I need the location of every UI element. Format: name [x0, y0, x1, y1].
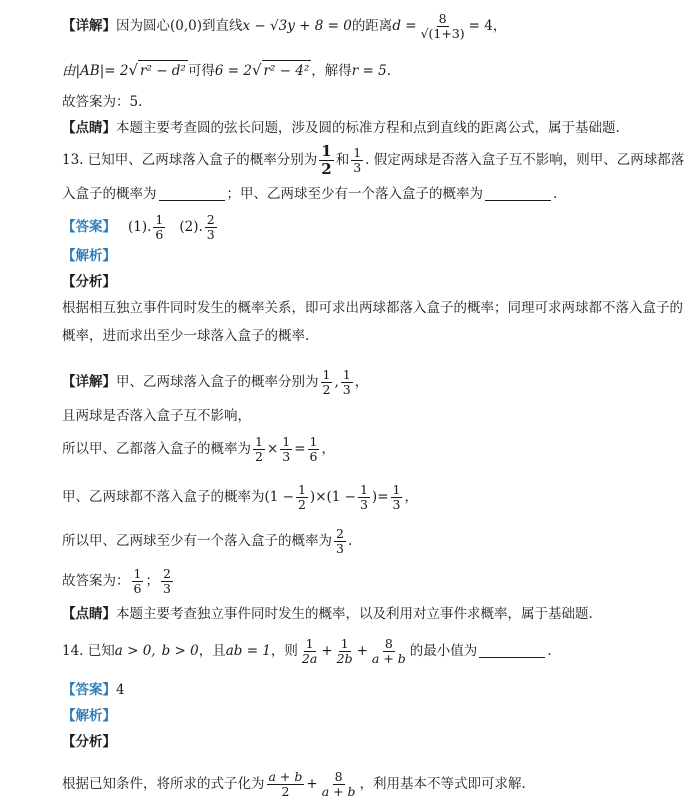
- text: 因为圆心: [116, 18, 170, 34]
- fraction: [253, 435, 265, 464]
- text: .: [347, 533, 353, 549]
- reasoning-tag: 【分析】: [62, 274, 116, 290]
- answer-blank: [159, 188, 225, 201]
- detail-line-probabilities: [62, 366, 368, 398]
- text: ，利用基本不等式即可求解.: [359, 776, 526, 792]
- text: (1 −: [264, 489, 294, 505]
- detail-line-at-least-one: [62, 524, 352, 558]
- answer-blank: [485, 188, 551, 201]
- analysis-tag: 【解析】: [62, 708, 116, 724]
- fraction: [370, 637, 408, 666]
- analysis-tag-line: [62, 246, 116, 266]
- text: +: [306, 776, 318, 792]
- denominator: 6: [309, 448, 318, 464]
- math-ab: 由|AB|= 2: [62, 62, 129, 79]
- math-condition: a > 0,: [114, 643, 156, 659]
- numerator: 1: [321, 141, 332, 160]
- answer-tag: 【答案】: [62, 682, 116, 698]
- text: . 假定两球是否落入盒子互不影响，则甲、乙两球都落: [365, 152, 685, 168]
- fraction: [132, 567, 144, 596]
- text: 的最小值为: [409, 643, 478, 659]
- answer-line: 故答案为：5.: [62, 94, 143, 110]
- fraction: [300, 637, 319, 666]
- text: 的距离: [351, 18, 393, 34]
- denominator: 3: [359, 496, 368, 512]
- text: 所以甲、乙都落入盒子的概率为: [62, 441, 251, 457]
- denominator: 2: [255, 448, 263, 464]
- denominator: 2: [321, 159, 332, 178]
- denominator: a + b: [321, 783, 356, 799]
- answer-14-line: [62, 680, 125, 700]
- numerator: 1: [359, 481, 368, 497]
- numerator: 1: [255, 433, 263, 449]
- fraction: [320, 770, 358, 799]
- analysis-tag-line-2: [62, 706, 116, 726]
- fraction-distance: [419, 12, 467, 41]
- text: ，: [404, 489, 418, 505]
- numerator: 1: [353, 144, 362, 160]
- question-13-line-1: [62, 141, 685, 178]
- radicand: r² − 4²: [262, 60, 312, 81]
- numerator: 2: [162, 565, 171, 581]
- reasoning-tag-line: [62, 272, 116, 292]
- reasoning-line-14: [62, 766, 526, 802]
- text: (1).: [128, 219, 152, 235]
- math-line-equation: x − √3y + 8 = 0: [242, 18, 352, 34]
- radicand: r² − d²: [138, 60, 188, 81]
- text: = 4，: [468, 18, 507, 34]
- denominator: 6: [155, 226, 164, 242]
- denominator: 2a: [301, 650, 318, 666]
- reasoning-line-2: 概率，进而求出至少一球落入盒子的概率.: [62, 328, 310, 344]
- text: ；: [145, 573, 159, 589]
- denominator: 3: [392, 496, 401, 512]
- text: )×(1 −: [309, 489, 356, 505]
- math-point: (0,0): [170, 18, 203, 34]
- numerator: a + b: [268, 768, 303, 784]
- text: 14. 已知: [62, 643, 115, 659]
- fraction: [296, 483, 308, 512]
- numerator: 1: [340, 635, 349, 651]
- denominator: 3: [336, 540, 344, 556]
- text: 根据已知条件，将所求的式子化为: [62, 776, 265, 792]
- text: )=: [371, 489, 389, 505]
- numerator: 1: [309, 433, 318, 449]
- numerator: 1: [155, 211, 164, 227]
- text: ×: [266, 441, 279, 457]
- text: ，解得: [311, 62, 352, 79]
- sqrt-expression: √ r² − d²: [128, 61, 186, 79]
- numerator: 2: [206, 211, 215, 227]
- math-6: 6 = 2: [214, 62, 252, 79]
- comment-line-2: [62, 604, 593, 624]
- text: ，: [354, 374, 369, 390]
- text: 到直线: [202, 18, 243, 34]
- reasoning-tag: 【分析】: [62, 734, 116, 750]
- text: 可得: [187, 62, 215, 79]
- numerator: 8: [384, 635, 393, 651]
- text: 所以甲、乙两球至少有一个落入盒子的概率为: [62, 533, 332, 549]
- question-13-line-2: [62, 184, 557, 204]
- fraction: [161, 567, 173, 596]
- fraction: [334, 527, 346, 556]
- numerator: 1: [297, 481, 306, 497]
- numerator: 2: [336, 525, 344, 541]
- math-condition: ab = 1: [225, 643, 271, 659]
- denominator: 3: [282, 448, 291, 464]
- text: .: [547, 643, 552, 659]
- text: .: [386, 62, 391, 79]
- fraction: [267, 770, 305, 799]
- fraction-third: [351, 146, 363, 175]
- text: 入盒子的概率为: [62, 186, 157, 202]
- comment-tag: 【点睛】: [62, 120, 116, 136]
- fraction: [335, 637, 355, 666]
- denominator: 3: [206, 226, 215, 242]
- answer-tag: 【答案】: [62, 219, 116, 235]
- fraction: [205, 213, 217, 242]
- analysis-tag: 【解析】: [62, 248, 116, 264]
- math-d: d =: [392, 18, 417, 34]
- text: .: [553, 186, 558, 202]
- text: ，: [321, 441, 335, 457]
- sqrt-expression: √ r² − 4²: [251, 61, 310, 79]
- denominator: 2: [297, 496, 306, 512]
- fraction: [391, 483, 403, 512]
- numerator: 1: [342, 366, 351, 382]
- fraction: [341, 368, 353, 397]
- denominator: 2: [322, 381, 331, 397]
- text: +: [356, 643, 368, 659]
- text: 和: [335, 152, 350, 168]
- denominator: 3: [162, 580, 171, 596]
- detail-tag: 【详解】: [62, 18, 116, 34]
- denominator: 6: [133, 580, 142, 596]
- fraction: [321, 368, 333, 397]
- denominator: √(1+3): [420, 25, 465, 41]
- detail-line-answer: [62, 564, 175, 598]
- math-r: r = 5: [351, 62, 387, 79]
- comment-tag: 【点睛】: [62, 606, 116, 622]
- numerator: 8: [334, 768, 343, 784]
- numerator: 1: [392, 481, 401, 497]
- fraction: [280, 435, 292, 464]
- fraction: [358, 483, 370, 512]
- comment-line: [62, 118, 620, 138]
- answer-value: 4: [116, 682, 125, 698]
- text: 13. 已知甲、乙两球落入盒子的概率分别为: [62, 152, 318, 168]
- denominator: 2b: [336, 650, 353, 666]
- numerator: 1: [305, 635, 314, 651]
- text: 甲、乙两球都不落入盒子的概率为: [62, 489, 265, 505]
- detail-line-distance: [62, 12, 506, 40]
- numerator: 1: [282, 433, 291, 449]
- fraction: [308, 435, 320, 464]
- reasoning-tag-line-2: [62, 732, 116, 752]
- reasoning-line-1: 根据相互独立事件同时发生的概率关系，即可求出两球都落入盒子的概率；同理可求两球都不落入盒子的: [62, 300, 683, 316]
- denominator: 3: [342, 381, 351, 397]
- fraction: [153, 213, 165, 242]
- denominator: 3: [353, 159, 362, 175]
- denominator: a + b: [371, 650, 406, 666]
- text: ；甲、乙两球至少有一个落入盒子的概率为: [226, 186, 483, 202]
- answer-13-line: [62, 210, 219, 244]
- chord-length-line: [62, 60, 391, 81]
- numerator: 1: [133, 565, 142, 581]
- text: =: [294, 441, 306, 457]
- detail-tag: 【详解】: [62, 374, 116, 390]
- text: ，则: [270, 643, 298, 659]
- text: 故答案为：: [62, 573, 130, 589]
- detail-line-neither: [62, 480, 418, 514]
- answer-blank: [479, 645, 545, 658]
- denominator: 2: [281, 783, 290, 799]
- text: 本题主要考查圆的弦长问题，涉及圆的标准方程和点到直线的距离公式，属于基础题.: [116, 120, 620, 136]
- text: 甲、乙两球落入盒子的概率分别为: [116, 374, 319, 390]
- text: 本题主要考查独立事件同时发生的概率，以及利用对立事件求概率，属于基础题.: [116, 606, 593, 622]
- text: (2).: [179, 219, 203, 235]
- question-14-line: [62, 632, 552, 670]
- fraction-half: [319, 143, 333, 178]
- numerator: 8: [438, 10, 447, 26]
- math-condition: b > 0: [161, 643, 199, 659]
- detail-line-independent: 且两球是否落入盒子互不影响，: [62, 408, 251, 424]
- text: +: [321, 643, 333, 659]
- detail-line-both: [62, 432, 335, 466]
- text: ，且: [198, 643, 226, 659]
- text: ,: [334, 374, 339, 390]
- numerator: 1: [322, 366, 331, 382]
